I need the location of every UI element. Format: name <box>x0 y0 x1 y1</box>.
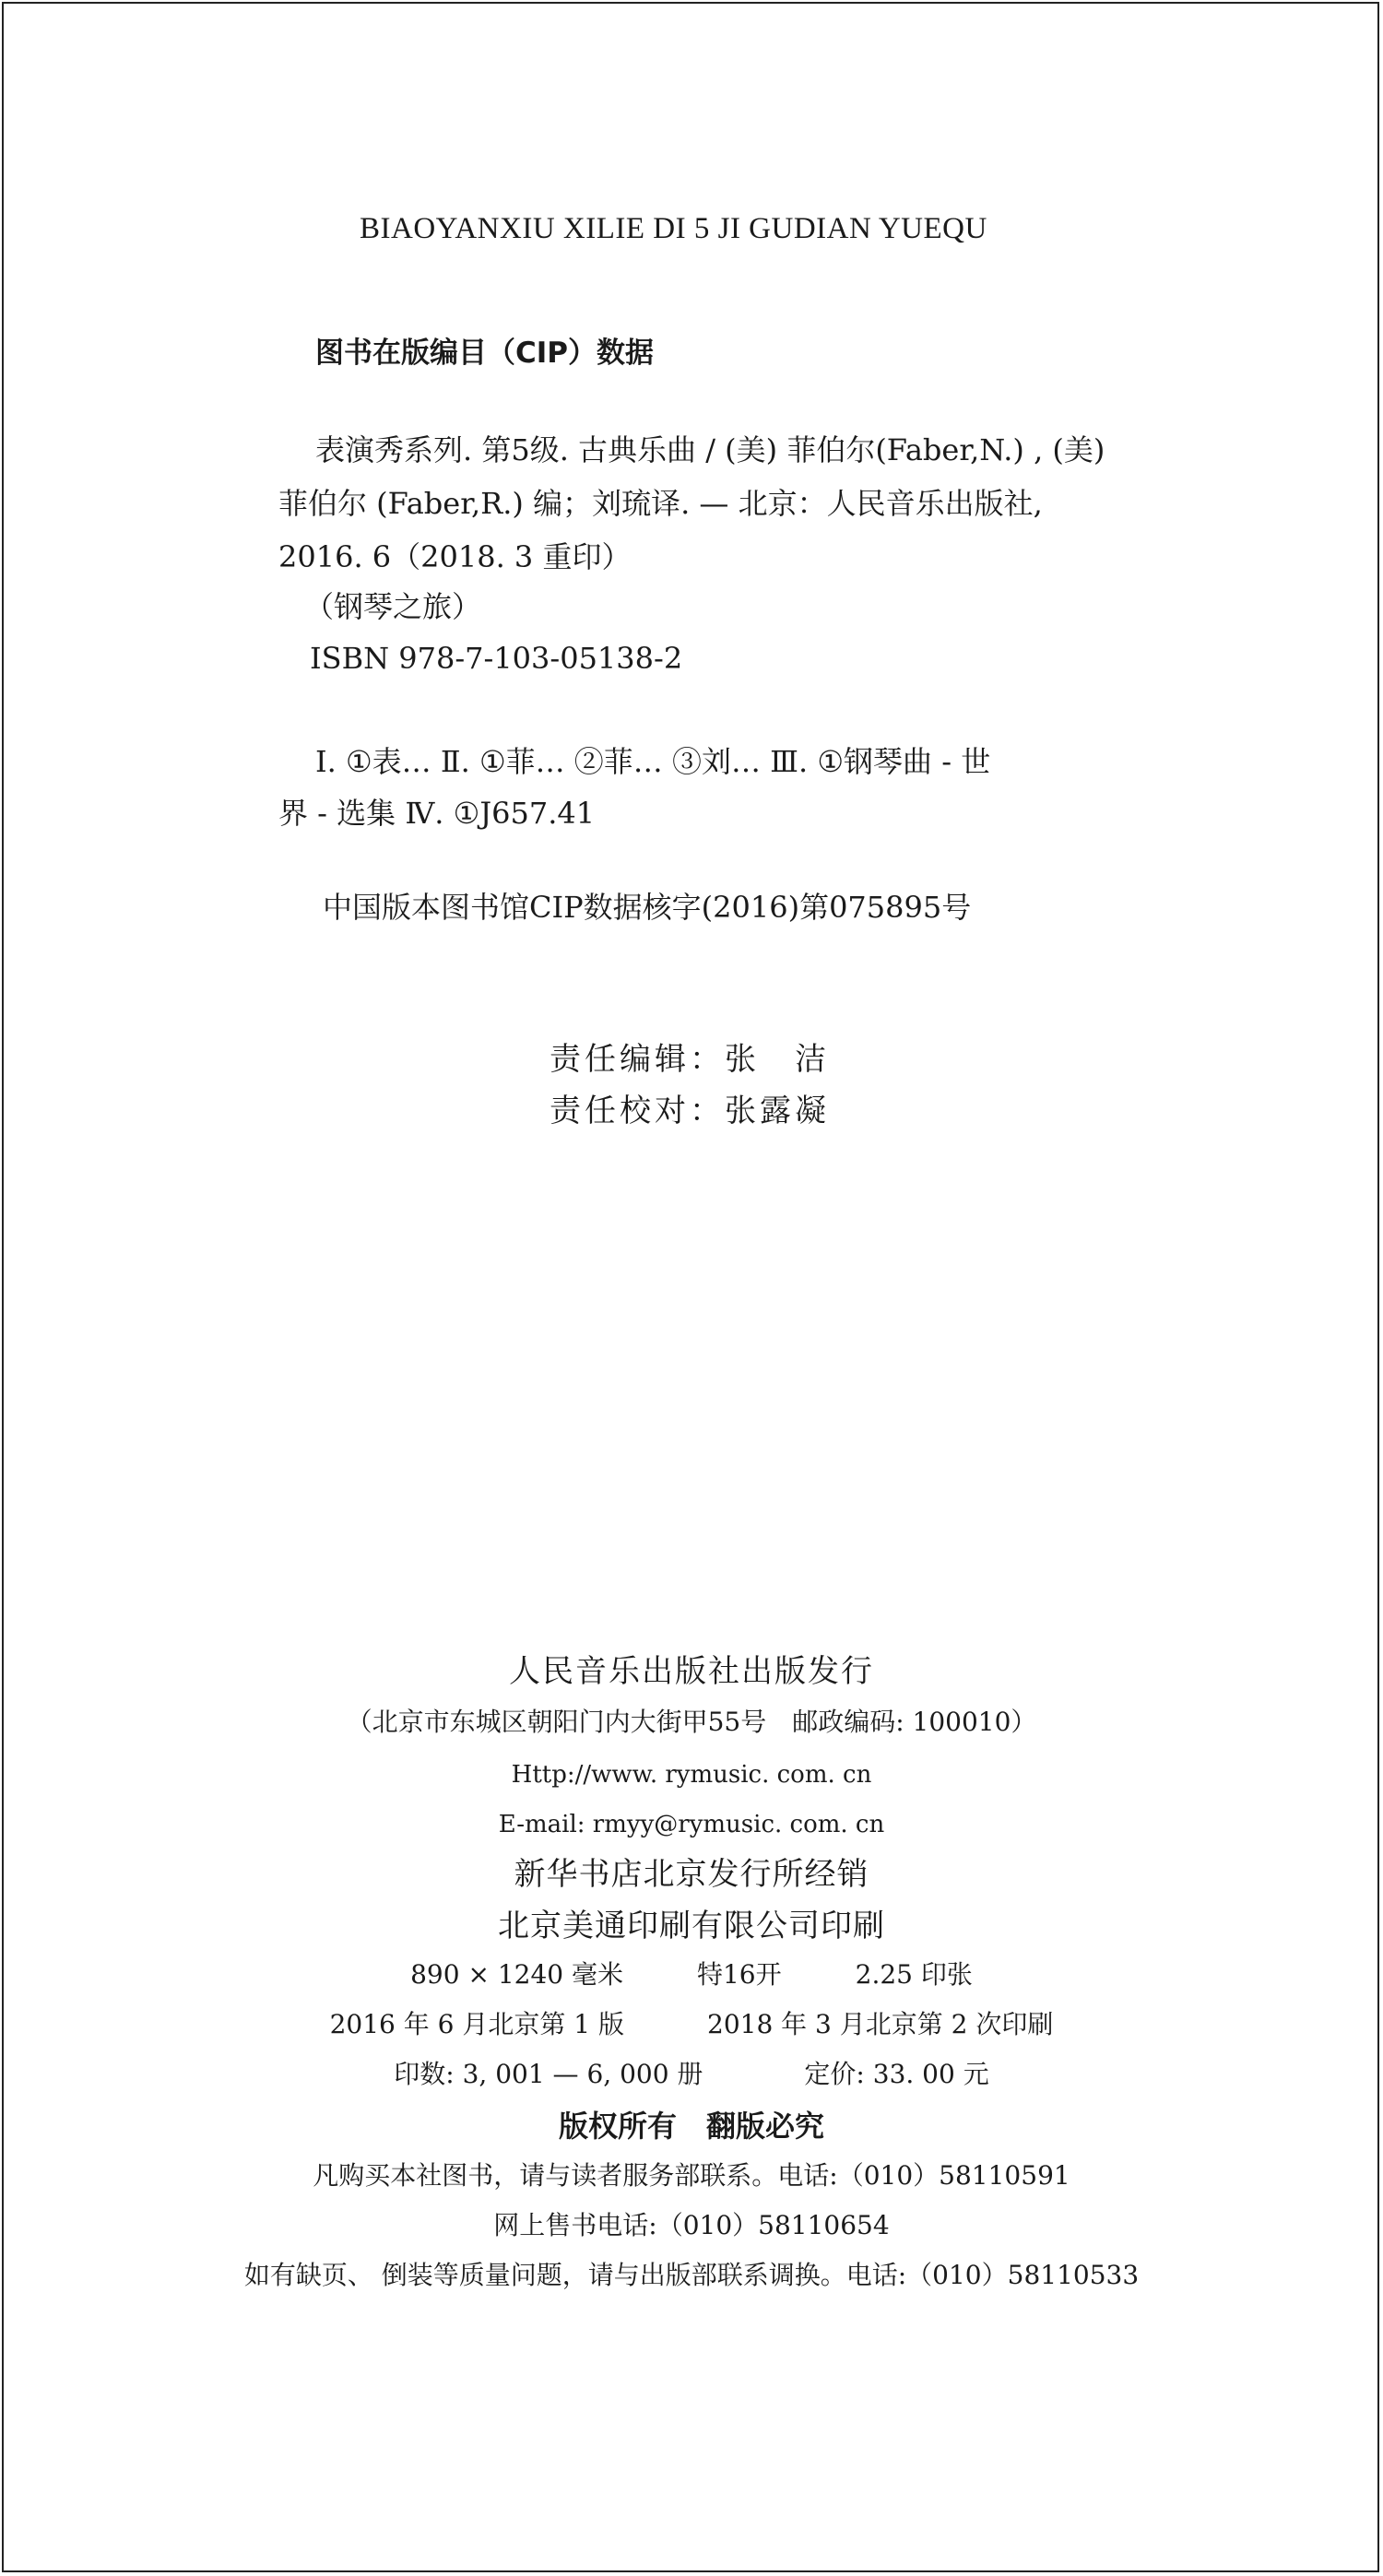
print-specs-row <box>0 1959 1383 1990</box>
price: 定价: 33. 00 元 <box>804 2059 989 2089</box>
cip-record-number: 中国版本图书馆CIP数据核字(2016)第075895号 <box>323 890 972 925</box>
purchase-contact: 凡购买本社图书，请与读者服务部联系。电话:（010）58110591 <box>313 2160 1070 2191</box>
cip-line-3: 2016. 6（2018. 3 重印） <box>278 539 632 574</box>
publisher-address: （北京市东城区朝阳门内大街甲55号 邮政编码: 100010） <box>346 1707 1037 1737</box>
book-format: 特16开 <box>696 1959 782 1990</box>
online-sales-contact: 网上售书电话:（010）58110654 <box>493 2210 890 2240</box>
responsible-editor-row <box>550 1041 830 1078</box>
edition-row <box>0 2009 1383 2039</box>
run-price-row <box>0 2059 1383 2089</box>
defect-contact: 如有缺页、 倒装等质量问题，请与出版部联系调换。电话:（010）58110533 <box>243 2260 1140 2290</box>
cip-line-2: 菲伯尔 (Faber,R.) 编；刘琉译. — 北京：人民音乐出版社, <box>278 486 1043 521</box>
pinyin-title: BIAOYANXIU XILIE DI 5 JI GUDIAN YUEQU <box>360 212 987 245</box>
cip-isbn: ISBN 978-7-103-05138-2 <box>310 641 683 676</box>
proofreader-row <box>550 1095 830 1127</box>
cip-classification-1: Ⅰ. ①表… Ⅱ. ①菲… ②菲… ③刘… Ⅲ. ①钢琴曲 - 世 <box>315 744 991 779</box>
first-edition: 2016 年 6 月北京第 1 版 <box>329 2009 624 2039</box>
cip-heading: 图书在版编目（CIP）数据 <box>315 337 655 370</box>
responsible-editor-label: 责任编辑： <box>550 1041 725 1078</box>
rights-notice: 版权所有 翻版必究 <box>558 2109 824 2144</box>
print-run: 印数: 3, 001 — 6, 000 册 <box>394 2059 703 2089</box>
distributor: 新华书店北京发行所经销 <box>514 1856 869 1893</box>
publisher-website: Http://www. rymusic. com. cn <box>511 1761 872 1789</box>
cip-line-1: 表演秀系列. 第5级. 古典乐曲 / (美) 菲伯尔(Faber,N.) , (美) <box>315 432 1105 467</box>
second-printing: 2018 年 3 月北京第 2 次印刷 <box>707 2009 1054 2039</box>
responsible-editor-name: 张 洁 <box>725 1041 830 1078</box>
printer: 北京美通印刷有限公司印刷 <box>498 1908 885 1944</box>
publisher: 人民音乐出版社出版发行 <box>509 1653 874 1690</box>
printed-sheets: 2.25 印张 <box>855 1959 973 1990</box>
cip-series: （钢琴之旅） <box>304 589 482 624</box>
paper-size: 890 × 1240 毫米 <box>410 1959 623 1990</box>
proofreader-name: 张露凝 <box>725 1093 830 1129</box>
publisher-email: E-mail: rmyy@rymusic. com. cn <box>498 1811 885 1838</box>
cip-classification-2: 界 - 选集 Ⅳ. ①J657.41 <box>278 796 596 831</box>
proofreader-label: 责任校对： <box>550 1093 725 1129</box>
